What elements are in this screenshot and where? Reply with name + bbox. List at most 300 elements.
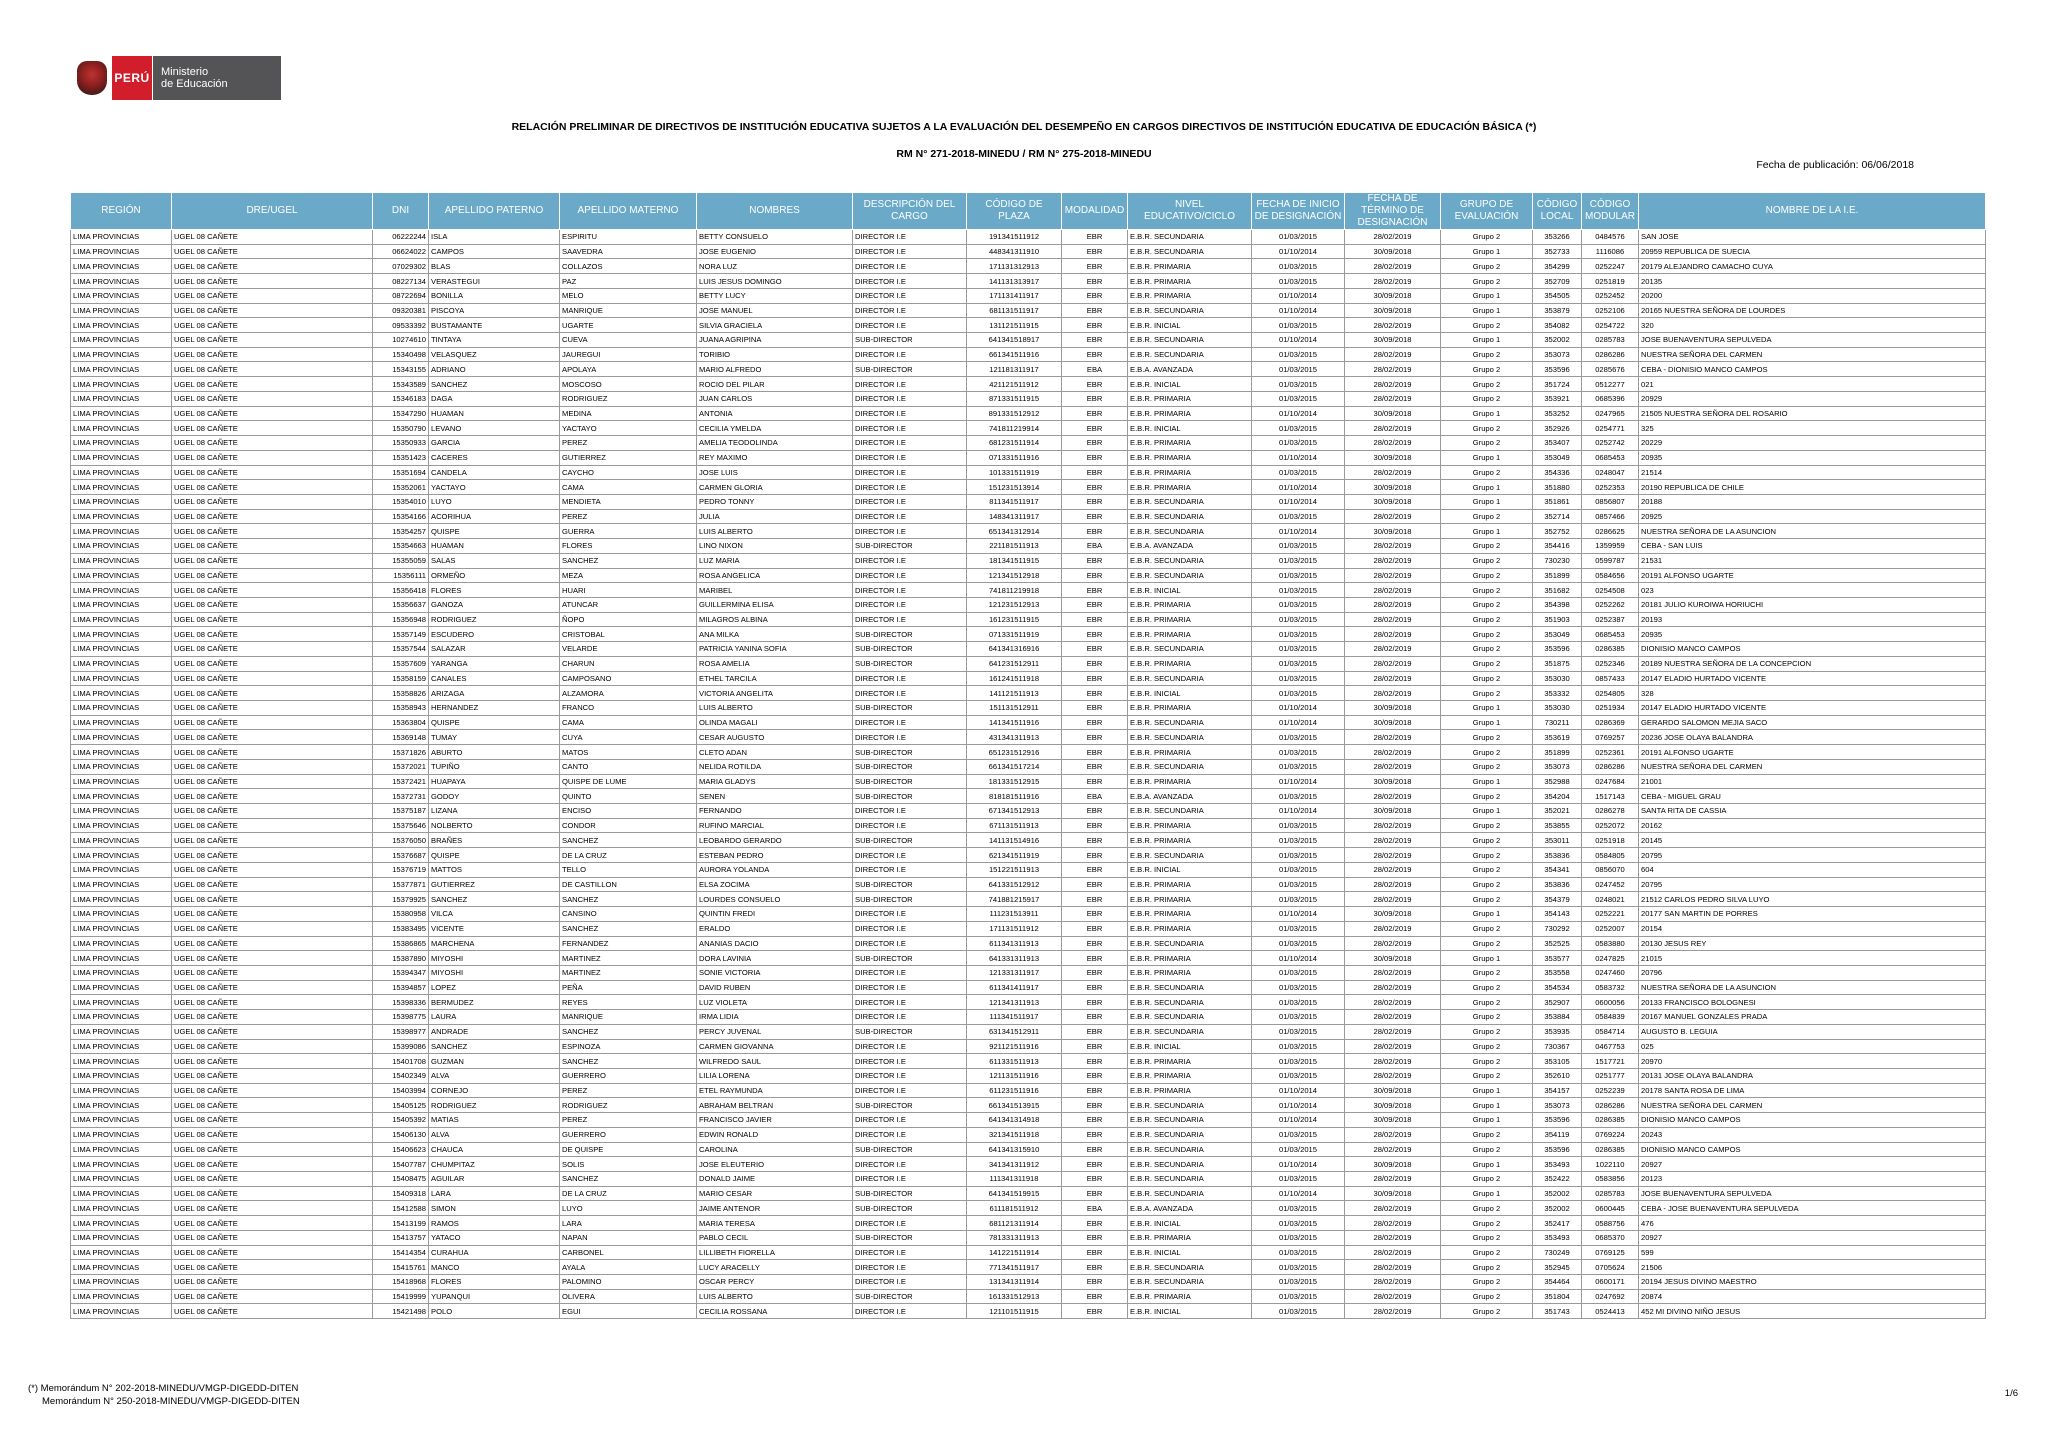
table-cell: 0857433 bbox=[1582, 671, 1639, 686]
table-cell: SUB-DIRECTOR bbox=[853, 951, 967, 966]
table-cell: UGEL 08 CAÑETE bbox=[172, 862, 373, 877]
table-cell: Grupo 2 bbox=[1441, 789, 1533, 804]
table-cell: Grupo 1 bbox=[1441, 804, 1533, 819]
table-cell: MARIO CESAR bbox=[697, 1186, 853, 1201]
table-cell: 28/02/2019 bbox=[1345, 597, 1441, 612]
table-cell: 28/02/2019 bbox=[1345, 1230, 1441, 1245]
table-cell: ORMEÑO bbox=[429, 568, 560, 583]
table-cell: CANDELA bbox=[429, 465, 560, 480]
table-row bbox=[71, 1304, 1986, 1319]
table-cell: EBR bbox=[1062, 1127, 1128, 1142]
table-cell: LIMA PROVINCIAS bbox=[71, 1054, 172, 1069]
table-cell: EBA bbox=[1062, 362, 1128, 377]
table-cell: Grupo 2 bbox=[1441, 1275, 1533, 1290]
table-cell: Grupo 1 bbox=[1441, 288, 1533, 303]
table-cell: 20796 bbox=[1639, 965, 1986, 980]
table-cell: 01/10/2014 bbox=[1252, 715, 1345, 730]
table-cell: EBR bbox=[1062, 745, 1128, 760]
table-cell: 28/02/2019 bbox=[1345, 980, 1441, 995]
table-cell: MANCO bbox=[429, 1260, 560, 1275]
table-cell: 07029302 bbox=[373, 259, 429, 274]
logo-ministry-line2: de Educación bbox=[161, 78, 228, 90]
table-cell: Grupo 2 bbox=[1441, 1245, 1533, 1260]
table-cell: EBR bbox=[1062, 980, 1128, 995]
table-cell: BERMUDEZ bbox=[429, 995, 560, 1010]
table-cell: JOSE ELEUTERIO bbox=[697, 1157, 853, 1172]
table-cell: 353073 bbox=[1533, 1098, 1582, 1113]
table-cell: EBR bbox=[1062, 892, 1128, 907]
table-cell: 20154 bbox=[1639, 921, 1986, 936]
table-row bbox=[71, 980, 1986, 995]
table-cell: HUAMAN bbox=[429, 406, 560, 421]
table-cell: E.B.R. PRIMARIA bbox=[1128, 1054, 1252, 1069]
table-cell: MARCHENA bbox=[429, 936, 560, 951]
table-cell: EBR bbox=[1062, 1245, 1128, 1260]
table-cell: 30/09/2018 bbox=[1345, 406, 1441, 421]
table-cell: 0252247 bbox=[1582, 259, 1639, 274]
table-cell: 15369148 bbox=[373, 730, 429, 745]
table-cell: Grupo 2 bbox=[1441, 436, 1533, 451]
table-cell: 15403994 bbox=[373, 1083, 429, 1098]
table-cell: JUAN CARLOS bbox=[697, 391, 853, 406]
table-cell: E.B.R. SECUNDARIA bbox=[1128, 1172, 1252, 1187]
table-row bbox=[71, 656, 1986, 671]
table-cell: SILVIA GRACIELA bbox=[697, 318, 853, 333]
table-row bbox=[71, 1113, 1986, 1128]
table-cell: 353879 bbox=[1533, 303, 1582, 318]
table-cell: 661341513915 bbox=[967, 1098, 1062, 1113]
table-cell: 351875 bbox=[1533, 656, 1582, 671]
table-cell: 15372731 bbox=[373, 789, 429, 804]
table-cell: UGEL 08 CAÑETE bbox=[172, 1230, 373, 1245]
table-cell: 025 bbox=[1639, 1039, 1986, 1054]
table-cell: 21015 bbox=[1639, 951, 1986, 966]
table-cell: 353836 bbox=[1533, 877, 1582, 892]
table-cell: ANDRADE bbox=[429, 1024, 560, 1039]
table-cell: EBR bbox=[1062, 303, 1128, 318]
table-cell: OLIVERA bbox=[560, 1289, 697, 1304]
table-cell: CANALES bbox=[429, 671, 560, 686]
table-cell: PEDRO TONNY bbox=[697, 494, 853, 509]
table-cell: SONIE VICTORIA bbox=[697, 965, 853, 980]
table-cell: LINO NIXON bbox=[697, 539, 853, 554]
table-cell: EBR bbox=[1062, 436, 1128, 451]
table-cell: 01/03/2015 bbox=[1252, 1260, 1345, 1275]
table-cell: DIRECTOR I.E bbox=[853, 848, 967, 863]
table-cell: 354464 bbox=[1533, 1275, 1582, 1290]
table-cell: 01/10/2014 bbox=[1252, 480, 1345, 495]
table-cell: 15407787 bbox=[373, 1157, 429, 1172]
table-cell: 28/02/2019 bbox=[1345, 539, 1441, 554]
table-cell: 01/03/2015 bbox=[1252, 421, 1345, 436]
table-cell: Grupo 2 bbox=[1441, 1216, 1533, 1231]
table-cell: DIRECTOR I.E bbox=[853, 347, 967, 362]
table-cell: SUB-DIRECTOR bbox=[853, 774, 967, 789]
table-cell: 15357149 bbox=[373, 627, 429, 642]
table-cell: UGEL 08 CAÑETE bbox=[172, 671, 373, 686]
table-cell: LIMA PROVINCIAS bbox=[71, 509, 172, 524]
table-cell: ATUNCAR bbox=[560, 597, 697, 612]
table-cell: UGEL 08 CAÑETE bbox=[172, 347, 373, 362]
table-row bbox=[71, 494, 1986, 509]
table-cell: 15402349 bbox=[373, 1068, 429, 1083]
table-cell: LUIS ALBERTO bbox=[697, 524, 853, 539]
table-cell: DIRECTOR I.E bbox=[853, 1216, 967, 1231]
table-cell: SAN JOSE bbox=[1639, 230, 1986, 245]
table-cell: 681231511914 bbox=[967, 436, 1062, 451]
table-cell: SANCHEZ bbox=[560, 921, 697, 936]
table-cell: CECILIA YMELDA bbox=[697, 421, 853, 436]
table-row bbox=[71, 1068, 1986, 1083]
table-cell: 20927 bbox=[1639, 1157, 1986, 1172]
table-cell: DIRECTOR I.E bbox=[853, 1245, 967, 1260]
table-cell: FERNANDO bbox=[697, 804, 853, 819]
table-cell: 28/02/2019 bbox=[1345, 612, 1441, 627]
table-cell: 0286385 bbox=[1582, 1142, 1639, 1157]
table-cell: E.B.R. SECUNDARIA bbox=[1128, 509, 1252, 524]
table-cell: 20959 REPUBLICA DE SUECIA bbox=[1639, 244, 1986, 259]
table-cell: 01/03/2015 bbox=[1252, 230, 1345, 245]
table-cell: 15356948 bbox=[373, 612, 429, 627]
table-cell: 352002 bbox=[1533, 1201, 1582, 1216]
table-cell: 30/09/2018 bbox=[1345, 494, 1441, 509]
table-cell: 28/02/2019 bbox=[1345, 892, 1441, 907]
table-cell: 30/09/2018 bbox=[1345, 774, 1441, 789]
table-cell: 20925 bbox=[1639, 509, 1986, 524]
table-cell: DORA LAVINIA bbox=[697, 951, 853, 966]
table-cell: E.B.R. SECUNDARIA bbox=[1128, 347, 1252, 362]
table-cell: E.B.R. PRIMARIA bbox=[1128, 818, 1252, 833]
document-subtitle: RM N° 271-2018-MINEDU / RM N° 275-2018-MINEDU bbox=[896, 148, 1152, 160]
table-cell: LIMA PROVINCIAS bbox=[71, 1260, 172, 1275]
table-cell: 351724 bbox=[1533, 377, 1582, 392]
table-cell: 161231511915 bbox=[967, 612, 1062, 627]
table-cell: 28/02/2019 bbox=[1345, 1304, 1441, 1319]
column-header: REGIÓN bbox=[71, 193, 172, 230]
table-cell: 0252346 bbox=[1582, 656, 1639, 671]
table-cell: 671131511913 bbox=[967, 818, 1062, 833]
table-cell: PEREZ bbox=[560, 1083, 697, 1098]
table-cell: UGEL 08 CAÑETE bbox=[172, 745, 373, 760]
table-cell: LIMA PROVINCIAS bbox=[71, 1172, 172, 1187]
table-cell: 20191 ALFONSO UGARTE bbox=[1639, 745, 1986, 760]
table-cell: 30/09/2018 bbox=[1345, 244, 1441, 259]
table-cell: Grupo 2 bbox=[1441, 818, 1533, 833]
table-row bbox=[71, 1186, 1986, 1201]
table-cell: 15394347 bbox=[373, 965, 429, 980]
table-cell: UGEL 08 CAÑETE bbox=[172, 789, 373, 804]
table-cell: E.B.R. INICIAL bbox=[1128, 862, 1252, 877]
table-cell: 01/03/2015 bbox=[1252, 539, 1345, 554]
table-cell: 01/03/2015 bbox=[1252, 965, 1345, 980]
table-cell: 01/10/2014 bbox=[1252, 701, 1345, 716]
table-cell: 141341511916 bbox=[967, 715, 1062, 730]
ministry-logo bbox=[72, 56, 281, 100]
table-cell: 20135 bbox=[1639, 274, 1986, 289]
table-cell: UGEL 08 CAÑETE bbox=[172, 539, 373, 554]
table-cell: 28/02/2019 bbox=[1345, 1068, 1441, 1083]
table-cell: E.B.R. PRIMARIA bbox=[1128, 701, 1252, 716]
table-cell: 28/02/2019 bbox=[1345, 318, 1441, 333]
table-cell: YARANGA bbox=[429, 656, 560, 671]
table-cell: TELLO bbox=[560, 862, 697, 877]
table-cell: 0769125 bbox=[1582, 1245, 1639, 1260]
table-cell: CESAR AUGUSTO bbox=[697, 730, 853, 745]
table-cell: LIMA PROVINCIAS bbox=[71, 907, 172, 922]
table-cell: 171131411917 bbox=[967, 288, 1062, 303]
table-cell: 15405392 bbox=[373, 1113, 429, 1128]
table-cell: 0685396 bbox=[1582, 391, 1639, 406]
table-cell: 28/02/2019 bbox=[1345, 230, 1441, 245]
table-row bbox=[71, 1054, 1986, 1069]
table-cell: 15343589 bbox=[373, 377, 429, 392]
table-cell: PEREZ bbox=[560, 1113, 697, 1128]
table-cell: 01/03/2015 bbox=[1252, 612, 1345, 627]
table-row bbox=[71, 391, 1986, 406]
table-cell: 28/02/2019 bbox=[1345, 686, 1441, 701]
table-cell: Grupo 2 bbox=[1441, 671, 1533, 686]
table-cell: LIMA PROVINCIAS bbox=[71, 465, 172, 480]
table-cell: QUISPE bbox=[429, 524, 560, 539]
table-row bbox=[71, 1216, 1986, 1231]
table-cell: DIRECTOR I.E bbox=[853, 1083, 967, 1098]
table-cell: 15356637 bbox=[373, 597, 429, 612]
table-cell: Grupo 2 bbox=[1441, 877, 1533, 892]
table-cell: 15414354 bbox=[373, 1245, 429, 1260]
table-cell: UGEL 08 CAÑETE bbox=[172, 1157, 373, 1172]
table-cell: UGEL 08 CAÑETE bbox=[172, 244, 373, 259]
table-cell: CLETO ADAN bbox=[697, 745, 853, 760]
table-cell: LIMA PROVINCIAS bbox=[71, 862, 172, 877]
table-cell: JOSE EUGENIO bbox=[697, 244, 853, 259]
table-cell: LIMA PROVINCIAS bbox=[71, 553, 172, 568]
table-cell: 28/02/2019 bbox=[1345, 1216, 1441, 1231]
table-cell: BUSTAMANTE bbox=[429, 318, 560, 333]
table-cell: 871331511915 bbox=[967, 391, 1062, 406]
table-cell: DIRECTOR I.E bbox=[853, 1275, 967, 1290]
table-row bbox=[71, 877, 1986, 892]
table-cell: 121101511915 bbox=[967, 1304, 1062, 1319]
table-cell: Grupo 1 bbox=[1441, 951, 1533, 966]
table-cell: EBR bbox=[1062, 259, 1128, 274]
table-cell: 01/03/2015 bbox=[1252, 848, 1345, 863]
table-cell: LIMA PROVINCIAS bbox=[71, 1024, 172, 1039]
table-cell: E.B.R. PRIMARIA bbox=[1128, 288, 1252, 303]
table-cell: 01/03/2015 bbox=[1252, 1216, 1345, 1231]
table-cell: 671341512913 bbox=[967, 804, 1062, 819]
table-cell: 0247965 bbox=[1582, 406, 1639, 421]
table-cell: SALAZAR bbox=[429, 642, 560, 657]
table-cell: 30/09/2018 bbox=[1345, 524, 1441, 539]
table-cell: MANRIQUE bbox=[560, 1010, 697, 1025]
table-cell: SUB-DIRECTOR bbox=[853, 333, 967, 348]
table-cell: 0685453 bbox=[1582, 450, 1639, 465]
table-cell: RODRIGUEZ bbox=[429, 612, 560, 627]
table-row bbox=[71, 965, 1986, 980]
table-cell: CECILIA ROSSANA bbox=[697, 1304, 853, 1319]
table-cell: NORA LUZ bbox=[697, 259, 853, 274]
table-cell: LIMA PROVINCIAS bbox=[71, 1127, 172, 1142]
table-cell: 354204 bbox=[1533, 789, 1582, 804]
table-cell: 0584714 bbox=[1582, 1024, 1639, 1039]
table-cell: LIMA PROVINCIAS bbox=[71, 1275, 172, 1290]
table-cell: LIMA PROVINCIAS bbox=[71, 1289, 172, 1304]
table-cell: JAUREGUI bbox=[560, 347, 697, 362]
table-cell: 20236 JOSE OLAYA BALANDRA bbox=[1639, 730, 1986, 745]
table-cell: EBR bbox=[1062, 833, 1128, 848]
table-cell: 21506 bbox=[1639, 1260, 1986, 1275]
table-cell: UGEL 08 CAÑETE bbox=[172, 436, 373, 451]
table-cell: E.B.R. SECUNDARIA bbox=[1128, 936, 1252, 951]
table-row bbox=[71, 907, 1986, 922]
table-cell: 01/03/2015 bbox=[1252, 377, 1345, 392]
table-cell: LUZ MARIA bbox=[697, 553, 853, 568]
table-cell: UGEL 08 CAÑETE bbox=[172, 333, 373, 348]
table-cell: EBR bbox=[1062, 421, 1128, 436]
table-cell: Grupo 2 bbox=[1441, 568, 1533, 583]
table-cell: CURAHUA bbox=[429, 1245, 560, 1260]
table-cell: 0252742 bbox=[1582, 436, 1639, 451]
table-cell: 20189 NUESTRA SEÑORA DE LA CONCEPCION bbox=[1639, 656, 1986, 671]
table-cell: ACORIHUA bbox=[429, 509, 560, 524]
table-cell: UGEL 08 CAÑETE bbox=[172, 1260, 373, 1275]
table-cell: E.B.R. PRIMARIA bbox=[1128, 391, 1252, 406]
table-cell: LIMA PROVINCIAS bbox=[71, 642, 172, 657]
table-cell: UGEL 08 CAÑETE bbox=[172, 450, 373, 465]
table-row bbox=[71, 1260, 1986, 1275]
table-cell: SUB-DIRECTOR bbox=[853, 642, 967, 657]
table-cell: 15363804 bbox=[373, 715, 429, 730]
table-cell: CANTO bbox=[560, 759, 697, 774]
table-cell: 30/09/2018 bbox=[1345, 1083, 1441, 1098]
column-header: APELLIDO MATERNO bbox=[560, 193, 697, 230]
table-cell: UGEL 08 CAÑETE bbox=[172, 568, 373, 583]
table-cell: ESPIRITU bbox=[560, 230, 697, 245]
table-cell: 651231512916 bbox=[967, 745, 1062, 760]
table-row bbox=[71, 539, 1986, 554]
table-cell: UGEL 08 CAÑETE bbox=[172, 686, 373, 701]
table-cell: 01/10/2014 bbox=[1252, 1083, 1345, 1098]
table-cell: Grupo 2 bbox=[1441, 391, 1533, 406]
table-cell: Grupo 2 bbox=[1441, 1024, 1533, 1039]
table-row bbox=[71, 274, 1986, 289]
table-row bbox=[71, 1157, 1986, 1172]
table-cell: E.B.R. SECUNDARIA bbox=[1128, 244, 1252, 259]
table-cell: LIMA PROVINCIAS bbox=[71, 583, 172, 598]
table-cell: 06222244 bbox=[373, 230, 429, 245]
table-cell: Grupo 2 bbox=[1441, 642, 1533, 657]
table-cell: ETHEL TARCILA bbox=[697, 671, 853, 686]
table-cell: 351682 bbox=[1533, 583, 1582, 598]
table-cell: EBR bbox=[1062, 509, 1128, 524]
table-cell: 01/03/2015 bbox=[1252, 1201, 1345, 1216]
table-cell: 121231512913 bbox=[967, 597, 1062, 612]
table-cell: SUB-DIRECTOR bbox=[853, 656, 967, 671]
table-cell: E.B.R. PRIMARIA bbox=[1128, 259, 1252, 274]
table-cell: 20165 NUESTRA SEÑORA DE LOURDES bbox=[1639, 303, 1986, 318]
table-cell: 161241511918 bbox=[967, 671, 1062, 686]
table-cell: LIMA PROVINCIAS bbox=[71, 1245, 172, 1260]
table-cell: 818181511916 bbox=[967, 789, 1062, 804]
table-cell: LIMA PROVINCIAS bbox=[71, 347, 172, 362]
footnote-1: (*) Memorándum N° 202-2018-MINEDU/VMGP-DIGEDD-DITEN bbox=[28, 1383, 299, 1394]
table-cell: IRMA LIDIA bbox=[697, 1010, 853, 1025]
table-cell: 01/03/2015 bbox=[1252, 862, 1345, 877]
table-cell: 01/03/2015 bbox=[1252, 362, 1345, 377]
table-cell: LIMA PROVINCIAS bbox=[71, 318, 172, 333]
table-cell: 354505 bbox=[1533, 288, 1582, 303]
table-cell: 353407 bbox=[1533, 436, 1582, 451]
table-cell: 0252221 bbox=[1582, 907, 1639, 922]
table-cell: MATTOS bbox=[429, 862, 560, 877]
table-cell: 30/09/2018 bbox=[1345, 450, 1441, 465]
table-cell: E.B.A. AVANZADA bbox=[1128, 789, 1252, 804]
table-cell: TUMAY bbox=[429, 730, 560, 745]
table-cell: LIMA PROVINCIAS bbox=[71, 362, 172, 377]
table-cell: 730249 bbox=[1533, 1245, 1582, 1260]
table-cell: EBR bbox=[1062, 318, 1128, 333]
table-cell: LOPEZ bbox=[429, 980, 560, 995]
table-row bbox=[71, 421, 1986, 436]
table-cell: CEBA - JOSE BUENAVENTURA SEPULVEDA bbox=[1639, 1201, 1986, 1216]
table-cell: 21514 bbox=[1639, 465, 1986, 480]
table-cell: GERARDO SALOMON MEJIA SACO bbox=[1639, 715, 1986, 730]
table-cell: 0583732 bbox=[1582, 980, 1639, 995]
table-cell: UGEL 08 CAÑETE bbox=[172, 494, 373, 509]
table-cell: 15401708 bbox=[373, 1054, 429, 1069]
table-cell: 30/09/2018 bbox=[1345, 715, 1441, 730]
table-cell: EBR bbox=[1062, 1275, 1128, 1290]
table-cell: Grupo 2 bbox=[1441, 612, 1533, 627]
table-cell: MATIAS bbox=[429, 1113, 560, 1128]
table-cell: Grupo 2 bbox=[1441, 980, 1533, 995]
table-cell: Grupo 2 bbox=[1441, 553, 1533, 568]
table-cell: E.B.R. PRIMARIA bbox=[1128, 1083, 1252, 1098]
table-cell: 01/03/2015 bbox=[1252, 1039, 1345, 1054]
table-cell: CAMA bbox=[560, 480, 697, 495]
table-cell: 352733 bbox=[1533, 244, 1582, 259]
table-cell: CHUMPITAZ bbox=[429, 1157, 560, 1172]
table-cell: 28/02/2019 bbox=[1345, 568, 1441, 583]
table-cell: 354416 bbox=[1533, 539, 1582, 554]
table-row bbox=[71, 377, 1986, 392]
table-cell: 0252106 bbox=[1582, 303, 1639, 318]
table-cell: 0584839 bbox=[1582, 1010, 1639, 1025]
table-cell: 28/02/2019 bbox=[1345, 1127, 1441, 1142]
table-cell: Grupo 2 bbox=[1441, 377, 1533, 392]
table-cell: E.B.R. PRIMARIA bbox=[1128, 745, 1252, 760]
table-cell: DIRECTOR I.E bbox=[853, 1157, 967, 1172]
table-cell: LIMA PROVINCIAS bbox=[71, 230, 172, 245]
table-cell: 01/03/2015 bbox=[1252, 347, 1345, 362]
table-cell: LIMA PROVINCIAS bbox=[71, 1083, 172, 1098]
table-cell: DIRECTOR I.E bbox=[853, 907, 967, 922]
table-cell: Grupo 2 bbox=[1441, 362, 1533, 377]
table-cell: EBR bbox=[1062, 656, 1128, 671]
table-cell: E.B.R. INICIAL bbox=[1128, 583, 1252, 598]
table-cell: DIRECTOR I.E bbox=[853, 1010, 967, 1025]
table-cell: 01/03/2015 bbox=[1252, 1054, 1345, 1069]
table-cell: 21512 CARLOS PEDRO SILVA LUYO bbox=[1639, 892, 1986, 907]
table-cell: 15351694 bbox=[373, 465, 429, 480]
table-cell: 452 MI DIVINO NIÑO JESUS bbox=[1639, 1304, 1986, 1319]
table-cell: 0857466 bbox=[1582, 509, 1639, 524]
table-cell: EBR bbox=[1062, 759, 1128, 774]
table-cell: LIMA PROVINCIAS bbox=[71, 406, 172, 421]
column-header: DNI bbox=[373, 193, 429, 230]
table-cell: EBA bbox=[1062, 789, 1128, 804]
table-cell: NAPAN bbox=[560, 1230, 697, 1245]
